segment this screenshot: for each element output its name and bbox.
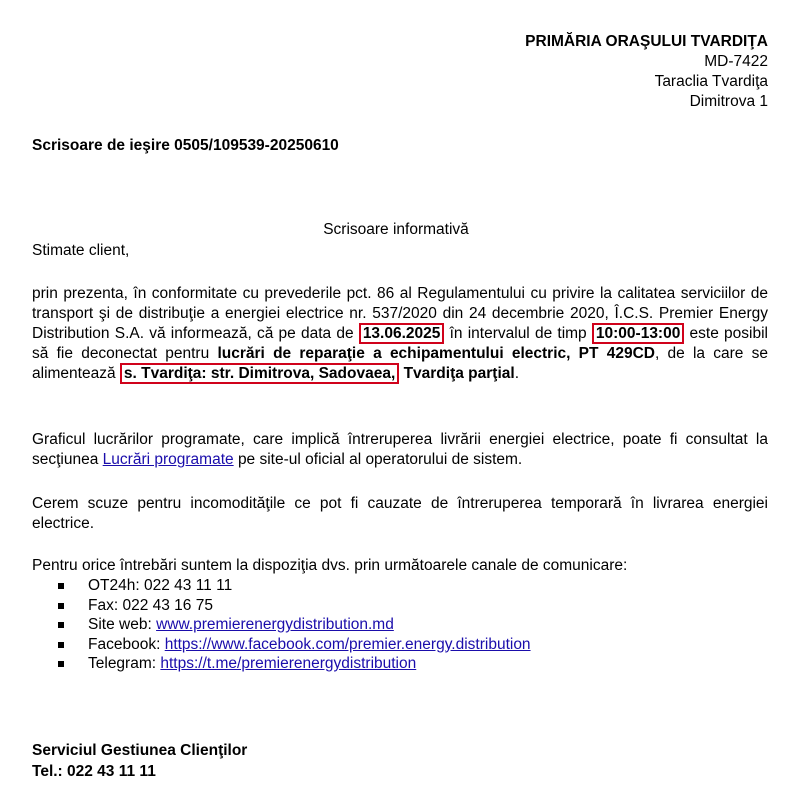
recipient-city: Taraclia Tvardiţa [654,73,768,90]
notice-text: prin prezenta, în conformitate cu prevederile pct. 86 al Regulamentului cu privire la calitatea serviciilor de transport şi de distribuţie a energiei electrice nr. 537/2020 din 24 decembrie 2020, Î.C.S. Premier Energy Distribution S.A. vă informează, că pe data de [32,285,768,342]
scheduled-works-link[interactable]: Lucrări programate [102,451,234,468]
bullet-icon [58,583,64,589]
contact-label: Telegram: [88,655,157,672]
letter-reference: Scrisoare de ieşire 0505/109539-20250610 [32,137,339,154]
schedule-text: pe site-ul oficial al operatorului de sistem. [237,451,523,468]
outage-work: lucrări de reparaţie a echipamentului electric, PT 429CD [217,345,655,362]
signature-block [32,740,247,782]
list-item [58,576,531,596]
recipient-street: Dimitrova 1 [689,93,768,110]
notice-text: . [514,365,519,382]
outage-date: 13.06.2025 [359,323,445,344]
schedule-paragraph [32,430,768,470]
contact-label: Fax: 022 43 16 75 [88,596,213,614]
bullet-icon [58,661,64,667]
bullet-icon [58,622,64,628]
bullet-icon [58,642,64,648]
contact-label: OT24h: 022 43 11 11 [88,577,233,594]
telegram-link[interactable]: https://t.me/premierenergydistribution [160,655,417,672]
list-item [58,635,531,655]
recipient-name: PRIMĂRIA ORAŞULUI TVARDIŢA [525,33,768,50]
facebook-link[interactable]: https://www.facebook.com/premier.energy.distribution [164,635,531,653]
notice-text: , de la care se alimentează [32,345,768,382]
apology-paragraph: Cerem scuze pentru incomodităţile ce pot fi cauzate de întreruperea temporară în livrarea energiei electrice. [32,495,768,532]
outage-time: 10:00-13:00 [592,323,684,344]
notice-text: este posibil să fie deconectat pentru [32,325,768,362]
contact-label: Site web: [88,616,152,633]
letter-subject: Scrisoare informativă [323,221,469,238]
list-item [58,654,531,674]
schedule-text: Graficul lucrărilor programate, care implică întreruperea livrării energiei electrice, poate fi consultat la secţiunea [32,431,768,468]
notice-text: în intervalul de timp [449,325,587,342]
department-phone: Tel.: 022 43 11 11 [32,763,156,780]
notice-paragraph [32,284,768,384]
contact-intro: Pentru orice întrebări suntem la dispoziţia dvs. prin următoarele canale de comunicare: [32,557,628,574]
contact-label: Facebook: [88,635,161,653]
bullet-icon [58,603,64,609]
contact-list [58,576,531,674]
list-item [58,615,531,635]
greeting: Stimate client, [32,242,130,259]
department-name: Serviciul Gestiunea Clienţilor [32,742,248,759]
recipient-address [525,32,768,112]
outage-location-tail: Tvardiţa parţial [403,365,515,382]
outage-location: s. Tvardiţa: str. Dimitrova, Sadovaea, [120,363,399,384]
recipient-postal-code: MD-7422 [704,53,768,70]
list-item [58,596,531,616]
website-link[interactable]: www.premierenergydistribution.md [156,616,394,633]
